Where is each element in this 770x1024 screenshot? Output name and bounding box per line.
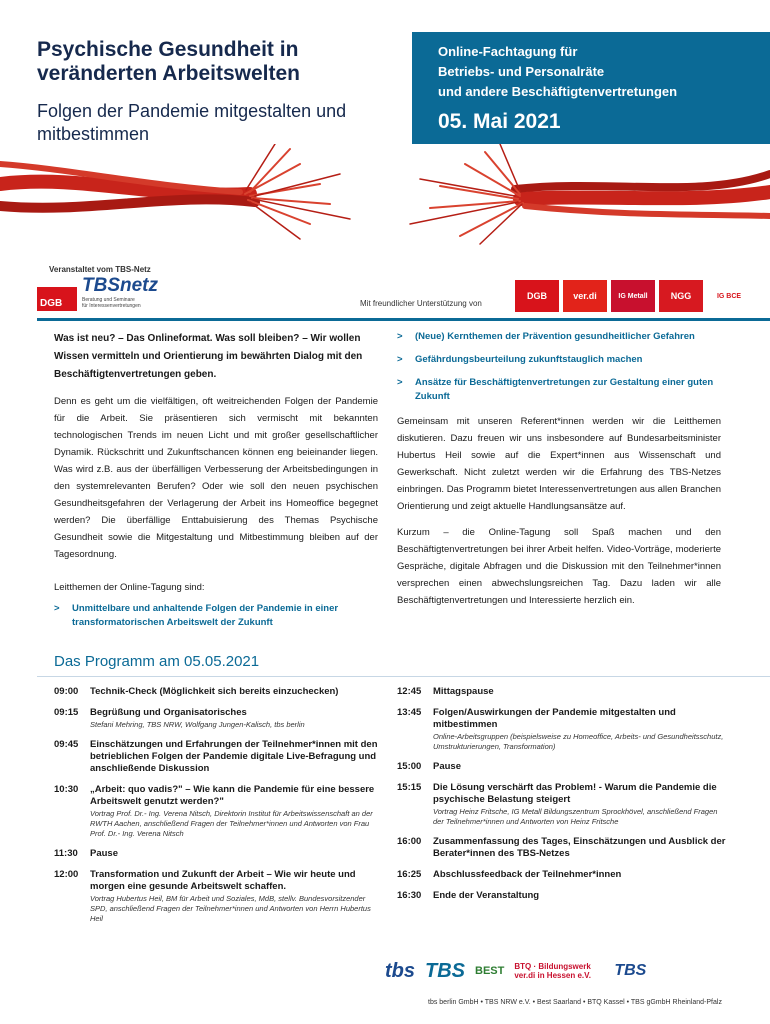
event-header-box — [412, 32, 770, 144]
header-line-1: Online-Fachtagung für — [438, 44, 578, 59]
theme-item — [397, 353, 721, 367]
theme-item — [397, 376, 721, 404]
intro-lead: Was ist neu? – Das Onlineformat. Was soll bleiben? – Wir wollen Wissen vermitteln und Orientierung im bewährten Dialog mit den Beschäftigtenvertretungen geben. — [54, 333, 363, 380]
program-time: 16:25 — [397, 869, 422, 880]
program-item — [397, 782, 727, 827]
program-item-title: Abschlussfeedback der Teilnehmer*innen — [433, 869, 622, 880]
theme-text: (Neue) Kernthemen der Prävention gesundheitlicher Gefahren — [415, 331, 695, 342]
program-time: 12:00 — [54, 869, 79, 880]
program-item — [397, 836, 727, 860]
partner-logos — [385, 950, 770, 992]
torn-rope-image — [0, 144, 770, 254]
program-item-title: Technik-Check (Möglichkeit sich bereits einzuchecken) — [90, 686, 339, 697]
program-item-title: Die Lösung verschärft das Problem! - Warum die Pandemie die psychische Belastung steigert — [433, 782, 717, 805]
program-item-note: Stefani Mehring, TBS NRW, Wolfgang Jungen-Kalisch, tbs berlin — [90, 720, 305, 729]
theme-text: Ansätze für Beschäftigtenvertretungen zur Gestaltung einer guten Zukunft — [415, 377, 714, 402]
chevron-right-icon: > — [397, 354, 403, 365]
program-item — [54, 869, 384, 924]
best-logo: BEST — [475, 965, 505, 977]
theme-text: Unmittelbare und anhaltende Folgen der Pandemie in einer transformatorischen Arbeitswelt der Zukunft — [72, 603, 339, 628]
header-line-2: Betriebs- und Personalräte — [438, 64, 605, 79]
program-item-title: Pause — [90, 848, 118, 859]
intro-column-left — [54, 330, 378, 630]
program-item-note: Vortrag Prof. Dr.- Ing. Verena Nitsch, Direktorin Institut für Arbeitswissenschaft an der RWTH Aachen, anschließend Fragen der Teilnehmer*innen und Antworten von Frau Prof. Dr.- Ing. Verena Nitsch — [90, 809, 373, 838]
program-time: 15:15 — [397, 782, 422, 793]
chevron-right-icon: > — [397, 331, 403, 342]
tbs-netz-tagline-1: Beratung und Seminare — [82, 297, 135, 303]
theme-list — [397, 330, 721, 404]
chevron-right-icon: > — [54, 603, 60, 614]
dgb-logo: DGB — [37, 287, 77, 311]
program-item-title: Transformation und Zukunft der Arbeit – Wie wir heute und morgen eine gesunde Arbeitswelt schaffen. — [90, 869, 356, 892]
program-item — [54, 707, 384, 730]
program-item — [54, 686, 384, 698]
tbs-netz-tagline-2: für Interessenvertretungen — [82, 303, 141, 309]
partner-list: tbs berlin GmbH • TBS NRW e.V. • Best Saarland • BTQ Kassel • TBS gGmbH Rheinland-Pfalz — [428, 999, 722, 1006]
page-subtitle: Folgen der Pandemie mitgestalten und mitbestimmen — [37, 101, 347, 144]
program-item — [397, 707, 727, 752]
verdi-logo: ver.di — [563, 280, 607, 312]
program-time: 16:30 — [397, 890, 422, 901]
tbs-berlin-logo: tbs — [385, 959, 415, 982]
theme-item — [397, 330, 721, 344]
program-time: 11:30 — [54, 848, 78, 859]
tbs-rlp-logo: TBS — [614, 962, 647, 979]
program-item — [54, 848, 384, 860]
program-item — [397, 761, 727, 773]
program-time: 09:00 — [54, 686, 79, 697]
program-item-title: Ende der Veranstaltung — [433, 890, 540, 901]
program-column-right — [397, 686, 727, 911]
program-item-note: Vortrag Hubertus Heil, BM für Arbeit und Soziales, MdB, stellv. Bundesvorsitzender SPD, anschließend Fragen der Teilnehmer*innen und Antworten von Herrn Hubertus Heil — [90, 894, 371, 923]
theme-text: Gefährdungsbeurteilung zukunftstauglich machen — [415, 354, 643, 365]
program-item-title: Begrüßung und Organisatorisches — [90, 707, 247, 718]
ngg-logo: NGG — [659, 280, 703, 312]
organizer-label: Veranstaltet vom TBS-Netz — [49, 265, 151, 274]
program-title: Das Programm am 05.05.2021 — [54, 653, 260, 670]
program-item-note: Online-Arbeitsgruppen (beispielsweise zu Homeoffice, Arbeits- und Gesundheitsschutz, Umstrukturierungen, Transformation) — [433, 732, 724, 751]
program-item-title: Pause — [433, 761, 461, 772]
program-rule — [37, 676, 770, 677]
program-item-title: Zusammenfassung des Tages, Einschätzungen und Ausblick der Berater*innen des TBS-Netzes — [433, 836, 726, 859]
intro-paragraph: Denn es geht um die vielfältigen, oft weitreichenden Folgen der Pandemie für die Arbeit. Sie präsentieren sich vermischt mit bekannten technologischen Trends im neuen Licht und mit großer gesellschaftlicher Dynamik. Rückschritt und Zukunftschancen können eng beieinander liegen. Was wird z.B. aus der überfälligen Verbesserung der Arbeitsbedingungen in den systemrelevanten Berufen? Oder wie soll den neuen psychischen Gesundheitsgefahren der Verlagerung der Arbeit ins Homeoffice begegnet werden? Die überfällige Enttabuisierung des Themas Psychische Gesundheit sowie die Mitgestaltung und Mitbestimmung bleiben auf der Tagesordnung. — [54, 396, 378, 560]
tbs-nrw-logo: TBS — [425, 959, 465, 982]
program-time: 10:30 — [54, 784, 79, 795]
program-item-title: „Arbeit: quo vadis?" – Wie kann die Pandemie für eine bessere Arbeitswelt genutzt werden?" — [90, 784, 375, 807]
program-time: 09:45 — [54, 739, 79, 750]
dgb-support-logo: DGB — [515, 280, 559, 312]
chevron-right-icon: > — [397, 377, 403, 388]
program-time: 12:45 — [397, 686, 422, 697]
support-label: Mit freundlicher Unterstützung von — [360, 299, 482, 308]
program-item-title: Einschätzungen und Erfahrungen der Teilnehmer*innen mit den betrieblichen Folgen der Pandemie digitale Live-Befragung und anschließende Diskussion — [90, 739, 378, 774]
supporter-logos — [515, 280, 751, 312]
program-item-title: Folgen/Auswirkungen der Pandemie mitgestalten und mitbestimmen — [433, 707, 676, 730]
theme-item — [54, 602, 378, 630]
program-item-title: Mittagspause — [433, 686, 494, 697]
intro-column-right — [397, 330, 721, 609]
btq-logo: BTQ · Bildungswerk ver.di in Hessen e.V. — [514, 962, 591, 980]
themes-label: Leitthemen der Online-Tagung sind: — [54, 582, 205, 593]
event-date: 05. Mai 2021 — [438, 110, 561, 133]
program-column-left — [54, 686, 384, 933]
program-item — [54, 739, 384, 775]
program-item — [397, 869, 727, 881]
page-title: Psychische Gesundheit in veränderten Arbeitswelten — [37, 38, 300, 85]
ig-bce-logo: IG BCE — [707, 280, 751, 312]
tbs-netz-wordmark: TBSnetz — [82, 275, 158, 296]
section-divider — [37, 318, 770, 321]
program-time: 16:00 — [397, 836, 422, 847]
ig-metall-logo: IG Metall — [611, 280, 655, 312]
program-item — [54, 784, 384, 839]
program-item-note: Vortrag Heinz Fritsche, IG Metall Bildungszentrum Sprockhövel, anschließend Fragen der Teilnehmer*innen und Antworten von Heinz Fritsche — [433, 807, 718, 826]
right-paragraph-1: Gemeinsam mit unseren Referent*innen werden wir die Leitthemen diskutieren. Dazu freuen wir uns insbesondere auf Bundesarbeitsminister Hubertus Heil sowie auf die Expert*innen aus Wissenschaft und Gewerkschaft. Nicht zuletzt werden wir die Erfahrung des TBS-Netzes einbringen. Das Programm bietet Interessenvertretungen aus allen Branchen Orientierung und zeigt aktuelle Handlungsansätze auf. — [397, 416, 721, 512]
program-time: 09:15 — [54, 707, 79, 718]
program-item — [397, 686, 727, 698]
program-time: 13:45 — [397, 707, 422, 718]
tbs-netz-logo — [82, 275, 182, 311]
title-block — [37, 38, 407, 146]
program-time: 15:00 — [397, 761, 422, 772]
right-paragraph-2: Kurzum – die Online-Tagung soll Spaß machen und den Beschäftigtenvertretungen bei ihrer Arbeit helfen. Video-Vorträge, moderierte Gespräche, digitale Abfragen und die Diskussion mit den Teilnehmer*innen versprechen einen abwechslungsreichen Tag. Dazu laden wir alle Beschäftigtenvertretungen und Interessierte herzlich ein. — [397, 527, 721, 606]
program-item — [397, 890, 727, 902]
header-line-3: und andere Beschäftigtenvertretungen — [438, 84, 678, 99]
